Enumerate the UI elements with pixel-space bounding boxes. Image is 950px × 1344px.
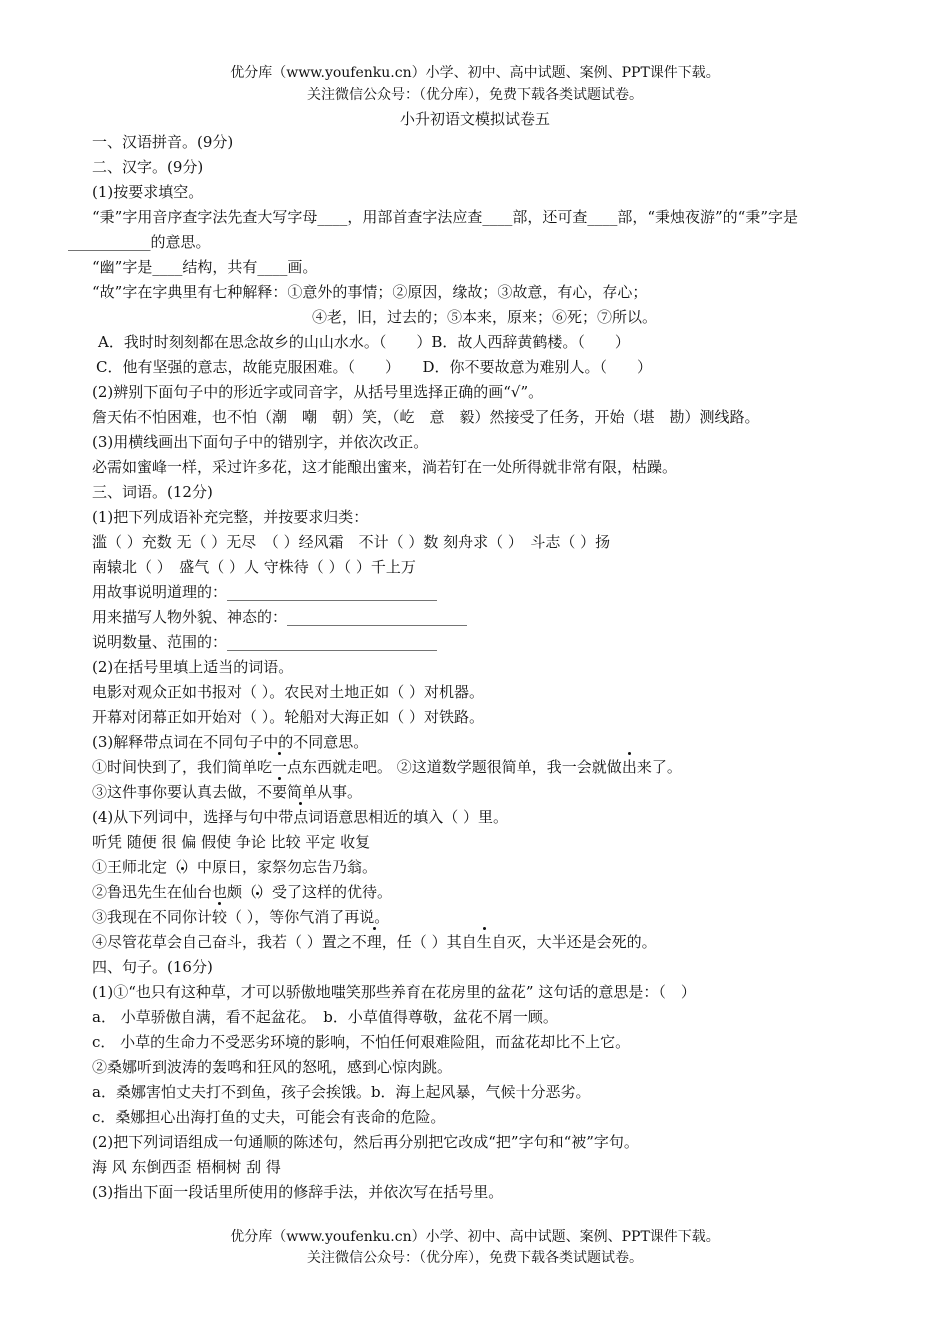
text-line-15: 三、词语。(12分)	[92, 483, 213, 501]
emphasis-dot-char: 点	[293, 808, 309, 826]
text-line-34: 四、句子。(16分)	[92, 958, 213, 976]
text-line-7: “故”字在字典里有七种解释：①意外的事情；②原因，缘故；③故意，有心，存心；	[92, 283, 648, 301]
text-line-43: (3)指出下面一段话里所使用的修辞手法，并依次写在括号里。	[92, 1183, 504, 1201]
exam-title: 小升初语文模拟试卷五	[399, 110, 550, 128]
text-line-14: 必需如蜜峰一样，采过许多花，这才能酿出蜜来，淌若钉在一处所得就非常有限，枯躁。	[92, 458, 678, 476]
footer-line-1: 优分库（www.youfenku.cn）小学、初中、高中试题、案例、PPT课件下载。	[230, 1229, 720, 1245]
text-line-25: (3)解释带点词在不同句子中的不同意思。	[92, 733, 369, 751]
text-line-36: a． 小草骄傲自满，看不起盆花。 b．小草值得尊敬，盆花不屑一顾。	[92, 1008, 558, 1026]
text-line-27: ③这件事你要认真去做，不要简单从事。	[92, 783, 363, 801]
text-line-42: 海 风 东倒西歪 梧桐树 刮 得	[92, 1158, 281, 1176]
emphasis-dot-char: 较	[212, 908, 228, 926]
text-line-39: a．桑娜害怕丈夫打不到鱼，孩子会挨饿。b．海上起风暴，气候十分恶劣。	[92, 1083, 591, 1101]
text-line-26: ①时间快到了，我们简单吃一点东西就走吧。 ②这道数学题很简单，我一会就做出来了。	[92, 758, 682, 776]
text-line-20: 用来描写人物外貌、神态的：________________________	[92, 608, 468, 626]
text-line-5: ___________的意思。	[68, 233, 211, 251]
header-line-1: 优分库（www.youfenku.cn）小学、初中、高中试题、案例、PPT课件下载。	[230, 65, 720, 81]
header-line-2: 关注微信公众号：（优分库），免费下载各类试题试卷。	[307, 87, 643, 103]
text-line-8: ④老，旧，过去的；⑤本来，原来；⑥死；⑦所以。	[312, 308, 658, 326]
text-line-21: 说明数量、范围的：____________________________	[92, 633, 438, 651]
text-line-10: C．他有坚强的意志，故能克服困难。（ ） D．你不要故意为难别人。（ ）	[96, 358, 653, 376]
text-line-19: 用故事说明道理的：____________________________	[92, 583, 438, 601]
text-line-33: ④尽管花草会自己奋斗，我若（ ）置之不理，任（ ）其自生自灭，大半还是会死的。	[92, 933, 657, 951]
text-line-29: 听凭 随便 很 偏 假使 争论 比较 平定 收复	[92, 833, 371, 851]
text-line-31: ②鲁迅先生在仙台也颇（）受了这样的优待。	[92, 883, 393, 901]
emphasis-dot-char: 出	[621, 758, 637, 776]
text-line-11: (2)辨别下面句子中的形近字或同音字，从括号里选择正确的画“√”。	[92, 383, 544, 401]
text-line-37: c． 小草的生命力不受恶劣环境的影响，不怕任何艰难险阻，而盆花却比不上它。	[92, 1033, 631, 1051]
text-line-1: 一、汉语拼音。(9分)	[92, 133, 234, 151]
text-line-41: (2)把下列词语组成一句通顺的陈述句，然后再分别把它改成“把”字句和“被”字句。	[92, 1133, 639, 1151]
text-line-13: (3)用横线画出下面句子中的错别字，并依次改正。	[92, 433, 429, 451]
text-line-40: c．桑娜担心出海打鱼的丈夫，可能会有丧命的危险。	[92, 1108, 446, 1126]
text-line-23: 电影对观众正如书报对（ ）。农民对土地正如（ ）对机器。	[92, 683, 485, 701]
text-line-28: (4)从下列词中，选择与句中带点词语意思相近的填入（ ）里。	[92, 808, 509, 826]
text-line-9: A．我时时刻刻都在思念故乡的山山水水。（ ）B．故人西辞黄鹤楼。（ ）	[98, 333, 630, 351]
emphasis-dot-char: 一	[272, 758, 288, 776]
footer-line-2: 关注微信公众号：（优分库），免费下载各类试题试卷。	[307, 1250, 643, 1266]
text-line-3: (1)按要求填空。	[92, 183, 204, 201]
text-line-16: (1)把下列成语补充完整，并按要求归类：	[92, 508, 369, 526]
text-line-4: “秉”字用音序查字法先查大写字母____，用部首查字法应查____部，还可查____部，“秉烛夜游”的“秉”字是	[92, 208, 799, 226]
text-line-6: “幽”字是____结构，共有____画。	[92, 258, 318, 276]
text-line-24: 开幕对闭幕正如开始对（ ）。轮船对大海正如（ ）对铁路。	[92, 708, 485, 726]
text-line-18: 南辕北（ ） 盛气（ ）人 守株待（ ）（ ）千上万	[92, 558, 416, 576]
emphasis-dot-char: 要	[272, 783, 288, 801]
text-line-12: 詹天佑不怕困难，也不怕（潮 嘲 朝）笑，（屹 意 毅）然接受了任务，开始（堪 勘）测线路。	[92, 408, 760, 426]
text-line-17: 滥（ ）充数 无（ ）无尽 （ ）经风霜 不计（ ）数 刻舟求（ ） 斗志（ ）扬	[92, 533, 611, 551]
text-line-30: ①王师北定（）中原日，家祭勿忘告乃翁。	[92, 858, 378, 876]
emphasis-dot-char: 生	[476, 933, 492, 951]
text-line-22: (2)在括号里填上适当的词语。	[92, 658, 294, 676]
emphasis-dot-char: 理	[366, 933, 382, 951]
text-line-2: 二、汉字。(9分)	[92, 158, 204, 176]
text-line-38: ②桑娜听到波涛的轰鸣和狂风的怒吼，感到心惊肉跳。	[92, 1058, 453, 1076]
text-line-35: (1)①“也只有这种草，才可以骄傲地嗤笑那些养育在花房里的盆花” 这句话的意思是：（ ）	[92, 983, 696, 1001]
text-line-32: ③我现在不同你计较（ ），等你气消了再说。	[92, 908, 390, 926]
